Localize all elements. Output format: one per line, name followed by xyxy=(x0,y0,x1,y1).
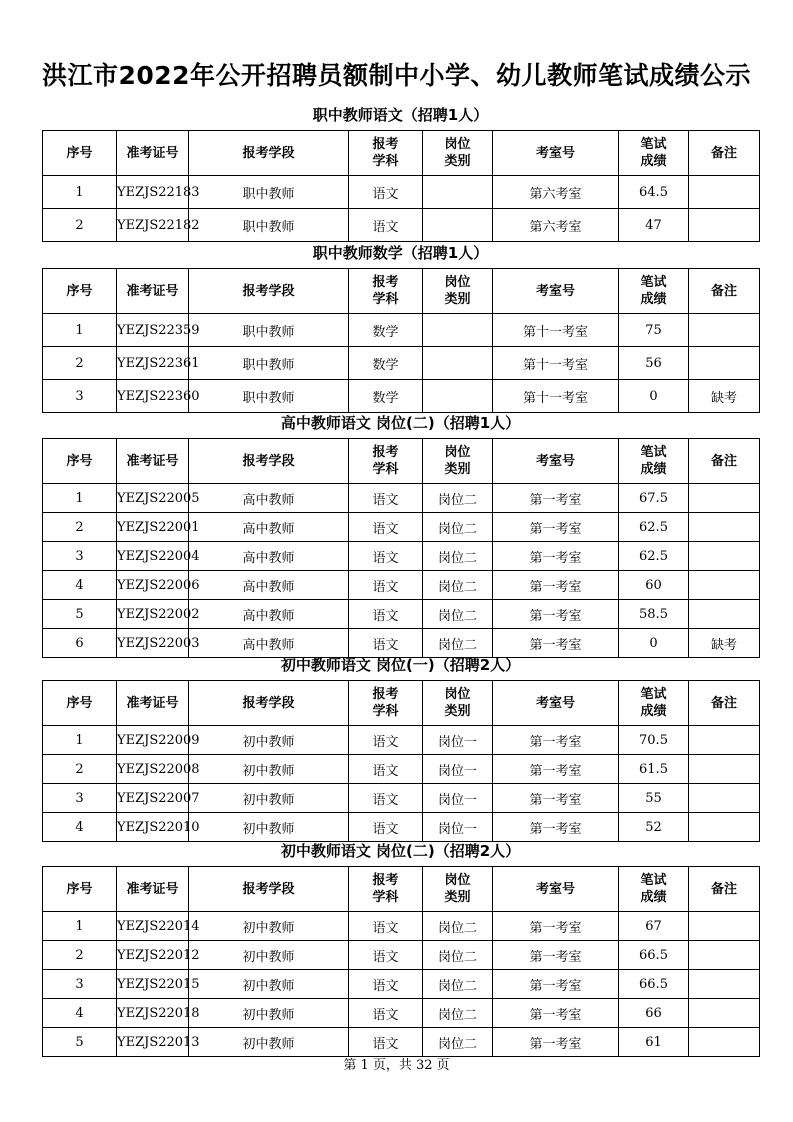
cell-subject: 语文 xyxy=(349,176,423,209)
cell-note xyxy=(689,1028,760,1057)
cell-seq: 3 xyxy=(43,970,117,999)
header-subject xyxy=(349,867,423,912)
table-row xyxy=(43,571,760,600)
header-score-line-1: 笔试 xyxy=(640,687,667,702)
cell-score: 61 xyxy=(619,1028,689,1057)
cell-post: 岗位一 xyxy=(423,726,493,755)
cell-seq: 4 xyxy=(43,571,117,600)
section-title: 初中教师语文 岗位(一)（招聘2人） xyxy=(280,656,521,674)
cell-room: 第一考室 xyxy=(493,941,619,970)
header-score xyxy=(619,269,689,314)
cell-seq: 1 xyxy=(43,726,117,755)
header-post-type-line-2: 类别 xyxy=(444,292,471,307)
cell-score: 52 xyxy=(619,813,689,842)
cell-note xyxy=(689,571,760,600)
cell-seq: 1 xyxy=(43,176,117,209)
cell-stage: 初中教师 xyxy=(189,784,349,813)
cell-exam-id: YEZJS22015 xyxy=(117,970,189,999)
header-score-line-1: 笔试 xyxy=(640,445,667,460)
cell-exam-id: YEZJS22012 xyxy=(117,941,189,970)
table-row xyxy=(43,176,760,209)
cell-post: 岗位二 xyxy=(423,970,493,999)
header-exam-id: 准考证号 xyxy=(117,867,189,912)
header-room: 考室号 xyxy=(493,131,619,176)
header-score-line-2: 成绩 xyxy=(640,704,667,719)
cell-exam-id: YEZJS22013 xyxy=(117,1028,189,1057)
cell-post: 岗位二 xyxy=(423,542,493,571)
header-stage: 报考学段 xyxy=(189,131,349,176)
header-seq: 序号 xyxy=(43,439,117,484)
cell-post: 岗位二 xyxy=(423,484,493,513)
cell-note xyxy=(689,314,760,347)
cell-post xyxy=(423,176,493,209)
header-score xyxy=(619,867,689,912)
header-row xyxy=(43,131,760,176)
cell-seq: 2 xyxy=(43,941,117,970)
cell-score: 66.5 xyxy=(619,970,689,999)
header-subject xyxy=(349,439,423,484)
cell-subject: 语文 xyxy=(349,1028,423,1057)
cell-subject: 数学 xyxy=(349,314,423,347)
cell-subject: 语文 xyxy=(349,513,423,542)
header-score-line-2: 成绩 xyxy=(640,154,667,169)
table-row xyxy=(43,484,760,513)
cell-stage: 初中教师 xyxy=(189,941,349,970)
table-row xyxy=(43,314,760,347)
cell-stage: 高中教师 xyxy=(189,542,349,571)
cell-room: 第一考室 xyxy=(493,726,619,755)
cell-seq: 1 xyxy=(43,314,117,347)
header-subject-line-2: 学科 xyxy=(372,154,399,169)
cell-post xyxy=(423,314,493,347)
header-subject-line-1: 报考 xyxy=(372,873,399,888)
table-row xyxy=(43,999,760,1028)
score-table xyxy=(42,680,760,842)
cell-subject: 语文 xyxy=(349,999,423,1028)
cell-stage: 初中教师 xyxy=(189,912,349,941)
header-note: 备注 xyxy=(689,681,760,726)
header-score-line-1: 笔试 xyxy=(640,873,667,888)
cell-subject: 语文 xyxy=(349,784,423,813)
score-section xyxy=(42,238,759,413)
score-table xyxy=(42,866,760,1057)
header-subject-line-2: 学科 xyxy=(372,462,399,477)
cell-subject: 数学 xyxy=(349,380,423,413)
header-room: 考室号 xyxy=(493,867,619,912)
header-room: 考室号 xyxy=(493,269,619,314)
header-seq: 序号 xyxy=(43,269,117,314)
header-subject-line-2: 学科 xyxy=(372,292,399,307)
header-post-type-line-2: 类别 xyxy=(444,154,471,169)
cell-room: 第一考室 xyxy=(493,484,619,513)
table-row xyxy=(43,542,760,571)
cell-subject: 语文 xyxy=(349,813,423,842)
cell-seq: 5 xyxy=(43,1028,117,1057)
score-table xyxy=(42,130,760,242)
cell-exam-id: YEZJS22006 xyxy=(117,571,189,600)
cell-note xyxy=(689,600,760,629)
header-row xyxy=(43,439,760,484)
cell-post: 岗位二 xyxy=(423,629,493,658)
cell-score: 67 xyxy=(619,912,689,941)
cell-seq: 3 xyxy=(43,542,117,571)
header-seq: 序号 xyxy=(43,867,117,912)
header-stage: 报考学段 xyxy=(189,269,349,314)
cell-room: 第一考室 xyxy=(493,571,619,600)
header-post-type-line-1: 岗位 xyxy=(444,445,471,460)
header-score-line-1: 笔试 xyxy=(640,275,667,290)
header-post-type-line-1: 岗位 xyxy=(444,687,471,702)
header-subject-line-1: 报考 xyxy=(372,687,399,702)
cell-note xyxy=(689,941,760,970)
header-post-type-line-1: 岗位 xyxy=(444,873,471,888)
header-post-type-line-2: 类别 xyxy=(444,704,471,719)
cell-score: 70.5 xyxy=(619,726,689,755)
cell-exam-id: YEZJS22009 xyxy=(117,726,189,755)
header-subject-line-1: 报考 xyxy=(372,275,399,290)
header-subject-line-2: 学科 xyxy=(372,704,399,719)
cell-score: 61.5 xyxy=(619,755,689,784)
cell-subject: 语文 xyxy=(349,629,423,658)
cell-stage: 职中教师 xyxy=(189,347,349,380)
cell-stage: 高中教师 xyxy=(189,484,349,513)
cell-exam-id: YEZJS22182 xyxy=(117,209,189,242)
header-score-line-2: 成绩 xyxy=(640,292,667,307)
cell-subject: 语文 xyxy=(349,600,423,629)
cell-subject: 语文 xyxy=(349,209,423,242)
cell-exam-id: YEZJS22004 xyxy=(117,542,189,571)
table-row xyxy=(43,970,760,999)
cell-note xyxy=(689,999,760,1028)
header-score xyxy=(619,439,689,484)
cell-score: 58.5 xyxy=(619,600,689,629)
cell-score: 60 xyxy=(619,571,689,600)
score-section xyxy=(42,408,759,658)
cell-room: 第六考室 xyxy=(493,209,619,242)
cell-room: 第一考室 xyxy=(493,542,619,571)
header-seq: 序号 xyxy=(43,681,117,726)
cell-note xyxy=(689,176,760,209)
cell-stage: 职中教师 xyxy=(189,380,349,413)
cell-note: 缺考 xyxy=(689,629,760,658)
cell-subject: 语文 xyxy=(349,941,423,970)
cell-note xyxy=(689,347,760,380)
header-post-type xyxy=(423,439,493,484)
cell-exam-id: YEZJS22018 xyxy=(117,999,189,1028)
cell-room: 第一考室 xyxy=(493,1028,619,1057)
cell-seq: 2 xyxy=(43,755,117,784)
header-exam-id: 准考证号 xyxy=(117,681,189,726)
cell-note xyxy=(689,484,760,513)
header-score-line-2: 成绩 xyxy=(640,462,667,477)
cell-score: 0 xyxy=(619,629,689,658)
table-row xyxy=(43,1028,760,1057)
cell-stage: 初中教师 xyxy=(189,970,349,999)
header-subject xyxy=(349,269,423,314)
cell-subject: 语文 xyxy=(349,755,423,784)
cell-note: 缺考 xyxy=(689,380,760,413)
cell-score: 66.5 xyxy=(619,941,689,970)
cell-score: 62.5 xyxy=(619,542,689,571)
cell-score: 0 xyxy=(619,380,689,413)
cell-room: 第十一考室 xyxy=(493,347,619,380)
cell-exam-id: YEZJS22008 xyxy=(117,755,189,784)
table-row xyxy=(43,600,760,629)
cell-stage: 职中教师 xyxy=(189,209,349,242)
header-post-type xyxy=(423,131,493,176)
score-section xyxy=(42,650,759,842)
score-section xyxy=(42,100,759,242)
cell-post: 岗位一 xyxy=(423,813,493,842)
cell-post xyxy=(423,347,493,380)
header-subject xyxy=(349,681,423,726)
header-post-type xyxy=(423,681,493,726)
cell-subject: 语文 xyxy=(349,542,423,571)
header-row xyxy=(43,867,760,912)
cell-seq: 4 xyxy=(43,813,117,842)
header-exam-id: 准考证号 xyxy=(117,269,189,314)
cell-stage: 高中教师 xyxy=(189,571,349,600)
cell-seq: 5 xyxy=(43,600,117,629)
table-row xyxy=(43,912,760,941)
cell-note xyxy=(689,784,760,813)
table-row xyxy=(43,209,760,242)
score-table xyxy=(42,438,760,658)
cell-seq: 6 xyxy=(43,629,117,658)
cell-room: 第一考室 xyxy=(493,813,619,842)
header-exam-id: 准考证号 xyxy=(117,131,189,176)
header-post-type-line-1: 岗位 xyxy=(444,137,471,152)
cell-seq: 2 xyxy=(43,347,117,380)
header-subject-line-1: 报考 xyxy=(372,137,399,152)
cell-stage: 高中教师 xyxy=(189,600,349,629)
cell-room: 第一考室 xyxy=(493,513,619,542)
section-title: 职中教师数学（招聘1人） xyxy=(312,244,489,262)
header-row xyxy=(43,681,760,726)
header-score xyxy=(619,131,689,176)
header-stage: 报考学段 xyxy=(189,681,349,726)
cell-room: 第十一考室 xyxy=(493,380,619,413)
header-room: 考室号 xyxy=(493,439,619,484)
cell-post: 岗位二 xyxy=(423,912,493,941)
header-seq: 序号 xyxy=(43,131,117,176)
cell-exam-id: YEZJS22359 xyxy=(117,314,189,347)
table-row xyxy=(43,513,760,542)
header-subject-line-2: 学科 xyxy=(372,890,399,905)
header-post-type-line-1: 岗位 xyxy=(444,275,471,290)
header-post-type-line-2: 类别 xyxy=(444,890,471,905)
cell-exam-id: YEZJS22360 xyxy=(117,380,189,413)
cell-note xyxy=(689,970,760,999)
cell-room: 第六考室 xyxy=(493,176,619,209)
cell-exam-id: YEZJS22010 xyxy=(117,813,189,842)
cell-exam-id: YEZJS22005 xyxy=(117,484,189,513)
header-subject-line-1: 报考 xyxy=(372,445,399,460)
cell-stage: 初中教师 xyxy=(189,1028,349,1057)
cell-post xyxy=(423,209,493,242)
cell-note xyxy=(689,542,760,571)
header-stage: 报考学段 xyxy=(189,867,349,912)
cell-room: 第一考室 xyxy=(493,755,619,784)
cell-seq: 4 xyxy=(43,999,117,1028)
header-subject xyxy=(349,131,423,176)
cell-seq: 1 xyxy=(43,484,117,513)
header-stage: 报考学段 xyxy=(189,439,349,484)
header-room: 考室号 xyxy=(493,681,619,726)
cell-stage: 职中教师 xyxy=(189,176,349,209)
cell-post: 岗位一 xyxy=(423,784,493,813)
score-section xyxy=(42,836,759,1057)
cell-exam-id: YEZJS22007 xyxy=(117,784,189,813)
cell-note xyxy=(689,513,760,542)
cell-note xyxy=(689,209,760,242)
page-footer: 第 1 页，共 32 页 xyxy=(343,1058,450,1073)
header-post-type xyxy=(423,867,493,912)
cell-note xyxy=(689,912,760,941)
table-row xyxy=(43,941,760,970)
header-exam-id: 准考证号 xyxy=(117,439,189,484)
header-row xyxy=(43,269,760,314)
header-score-line-1: 笔试 xyxy=(640,137,667,152)
cell-stage: 高中教师 xyxy=(189,513,349,542)
cell-seq: 2 xyxy=(43,209,117,242)
cell-room: 第一考室 xyxy=(493,629,619,658)
table-row xyxy=(43,784,760,813)
cell-post: 岗位二 xyxy=(423,513,493,542)
cell-stage: 职中教师 xyxy=(189,314,349,347)
cell-note xyxy=(689,755,760,784)
header-note: 备注 xyxy=(689,269,760,314)
header-score-line-2: 成绩 xyxy=(640,890,667,905)
score-table xyxy=(42,268,760,413)
cell-subject: 语文 xyxy=(349,484,423,513)
cell-score: 64.5 xyxy=(619,176,689,209)
cell-stage: 初中教师 xyxy=(189,813,349,842)
cell-stage: 初中教师 xyxy=(189,999,349,1028)
cell-seq: 3 xyxy=(43,784,117,813)
header-post-type xyxy=(423,269,493,314)
cell-subject: 语文 xyxy=(349,571,423,600)
cell-exam-id: YEZJS22361 xyxy=(117,347,189,380)
section-title: 职中教师语文（招聘1人） xyxy=(312,106,489,124)
cell-post: 岗位二 xyxy=(423,571,493,600)
section-title: 初中教师语文 岗位(二)（招聘2人） xyxy=(280,842,521,860)
cell-exam-id: YEZJS22003 xyxy=(117,629,189,658)
cell-subject: 数学 xyxy=(349,347,423,380)
cell-post: 岗位二 xyxy=(423,999,493,1028)
cell-seq: 3 xyxy=(43,380,117,413)
page-title: 洪江市2022年公开招聘员额制中小学、幼儿教师笔试成绩公示 xyxy=(41,61,752,90)
cell-score: 75 xyxy=(619,314,689,347)
cell-room: 第一考室 xyxy=(493,912,619,941)
cell-subject: 语文 xyxy=(349,726,423,755)
cell-stage: 初中教师 xyxy=(189,755,349,784)
cell-room: 第一考室 xyxy=(493,784,619,813)
table-row xyxy=(43,726,760,755)
cell-room: 第十一考室 xyxy=(493,314,619,347)
cell-room: 第一考室 xyxy=(493,600,619,629)
cell-exam-id: YEZJS22001 xyxy=(117,513,189,542)
cell-exam-id: YEZJS22183 xyxy=(117,176,189,209)
cell-score: 67.5 xyxy=(619,484,689,513)
cell-subject: 语文 xyxy=(349,912,423,941)
cell-post: 岗位二 xyxy=(423,941,493,970)
table-row xyxy=(43,347,760,380)
cell-score: 55 xyxy=(619,784,689,813)
cell-seq: 1 xyxy=(43,912,117,941)
header-score xyxy=(619,681,689,726)
header-post-type-line-2: 类别 xyxy=(444,462,471,477)
cell-room: 第一考室 xyxy=(493,999,619,1028)
cell-score: 62.5 xyxy=(619,513,689,542)
cell-post: 岗位二 xyxy=(423,600,493,629)
cell-room: 第一考室 xyxy=(493,970,619,999)
cell-score: 66 xyxy=(619,999,689,1028)
header-note: 备注 xyxy=(689,131,760,176)
cell-score: 56 xyxy=(619,347,689,380)
cell-note xyxy=(689,726,760,755)
cell-seq: 2 xyxy=(43,513,117,542)
cell-stage: 高中教师 xyxy=(189,629,349,658)
cell-exam-id: YEZJS22002 xyxy=(117,600,189,629)
cell-post: 岗位一 xyxy=(423,755,493,784)
header-note: 备注 xyxy=(689,867,760,912)
section-title: 高中教师语文 岗位(二)（招聘1人） xyxy=(280,414,521,432)
cell-score: 47 xyxy=(619,209,689,242)
cell-stage: 初中教师 xyxy=(189,726,349,755)
header-note: 备注 xyxy=(689,439,760,484)
cell-exam-id: YEZJS22014 xyxy=(117,912,189,941)
cell-subject: 语文 xyxy=(349,970,423,999)
table-row xyxy=(43,755,760,784)
cell-post: 岗位二 xyxy=(423,1028,493,1057)
